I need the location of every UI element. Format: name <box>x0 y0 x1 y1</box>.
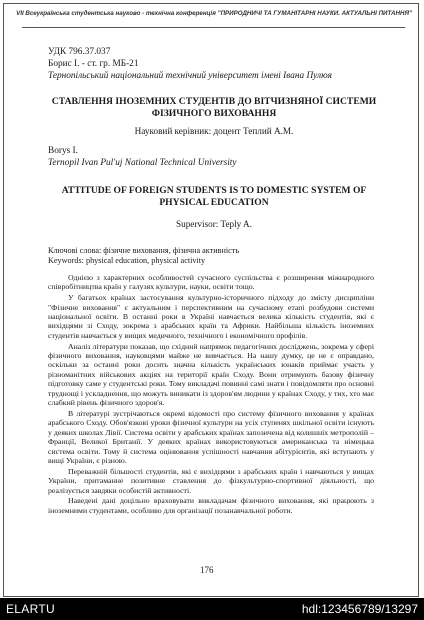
affiliation-ua: Тернопільський національний технічний університет імені Івана Пулюя <box>48 71 332 81</box>
author-en: Borys I. <box>48 146 78 156</box>
body-text <box>48 273 374 516</box>
supervisor-en: Supervisor: Teply A. <box>175 219 252 229</box>
affiliation-en: Ternopil Ivan Pul'uj National Technical University <box>48 158 237 168</box>
keywords-en: Keywords: physical education, physical activity <box>48 256 206 265</box>
paragraph: Наведені дані доцільно враховувати викладачам фізичного виховання, які працюють з іноземними студентами, особливо для організації позанавчальної роботи. <box>48 496 374 515</box>
paragraph: Переважній більшості студентів, які є вихідцями з арабських країн і навчаються у вищах України, притаманне позитивне ставлення до фізкультурно-спортивної діяльності, що реалізується завдяки особистій активності. <box>48 466 374 495</box>
author-ua: Борис І. - ст. гр. МБ-21 <box>48 59 139 69</box>
header-divider <box>22 27 405 28</box>
footer-bar <box>0 598 424 620</box>
page-number: 176 <box>200 565 214 575</box>
supervisor-ua: Науковий керівник: доцент Теплий А.М. <box>134 126 294 136</box>
udc-code: УДК 796.37.037 <box>48 47 111 57</box>
paragraph: У багатьох країнах застосування культурно-історичного підходу до змісту дисципліни "Фізичне виховання" є актуальним і перспективним на сучасному етапі розбудови системи національної освіти. В останні роки в Україні навчається велика кількість студентів, які є вихідцями зі Сходу, зокрема з арабських країн та Африки. Найбільша кількість іноземних студентів навчається у вищих медичного, технічного і економічного профілів. <box>48 293 374 340</box>
keywords-ua: Ключові слова: фізичне виховання, фізична активність <box>48 246 240 255</box>
paragraph: В літературі зустрічаються окремі відомості про систему фізичного виховання у країнах арабського Сходу. Обов'язкові уроки фізичної культури на усіх ступенях шкільної освіти існують у деяких школах Лівії. Система освіти у арабських країнах запозичена від колишніх метрополій – Франції, Великої Британії. У деяких країнах використовуються американська та німецька система освіти. Тому й система оцінювання успішності навчання абітурієнтів, які вступають у вищі України, є різною. <box>48 408 374 466</box>
title-ua: СТАВЛЕННЯ ІНОЗЕМНИХ СТУДЕНТІВ ДО ВІТЧИЗНЯНОЇ СИСТЕМИ ФІЗИЧНОГО ВИХОВАННЯ <box>51 96 377 119</box>
title-en: ATTITUDE OF FOREIGN STUDENTS IS TO DOMESTIC SYSTEM OF PHYSICAL EDUCATION <box>61 185 367 208</box>
paragraph: Однією з характерних особливостей сучасного суспільства є розширення міжнародного співробітництва країн у галузях культури, науки, освіти тощо. <box>48 273 374 292</box>
paragraph: Аналіз літератури показав, що східний напрямок педагогічних досліджень, зокрема у сфері фізичного виховання, науковцями майже не вивчається. На нашу думку, це не є оправдано, оскільки за останні роки досить значна кількість українських юнаків приймає участь у різноманітних військових акціях на території країн Сходу. Вони отримують базову фізичну підготовку саме у студентські роки. Тому викладачі повинні самі знати і повідомляти про основні труднощі і ускладнення, що можуть виникати із здоров'ям людини у країнах Сходу, у тих, хто має слабкий рівень фізичного здоров'я. <box>48 341 374 408</box>
conference-header: VII Всеукраїнська студентська науково - технічна конференція "ПРИРОДНИЧІ ТА ГУМАНІТАРНІ НАУКИ. АКТУАЛЬНІ ПИТАННЯ" <box>16 10 412 17</box>
footer-handle: hdl:123456789/13297 <box>301 602 418 616</box>
footer-repository: ELARTU <box>6 602 55 616</box>
